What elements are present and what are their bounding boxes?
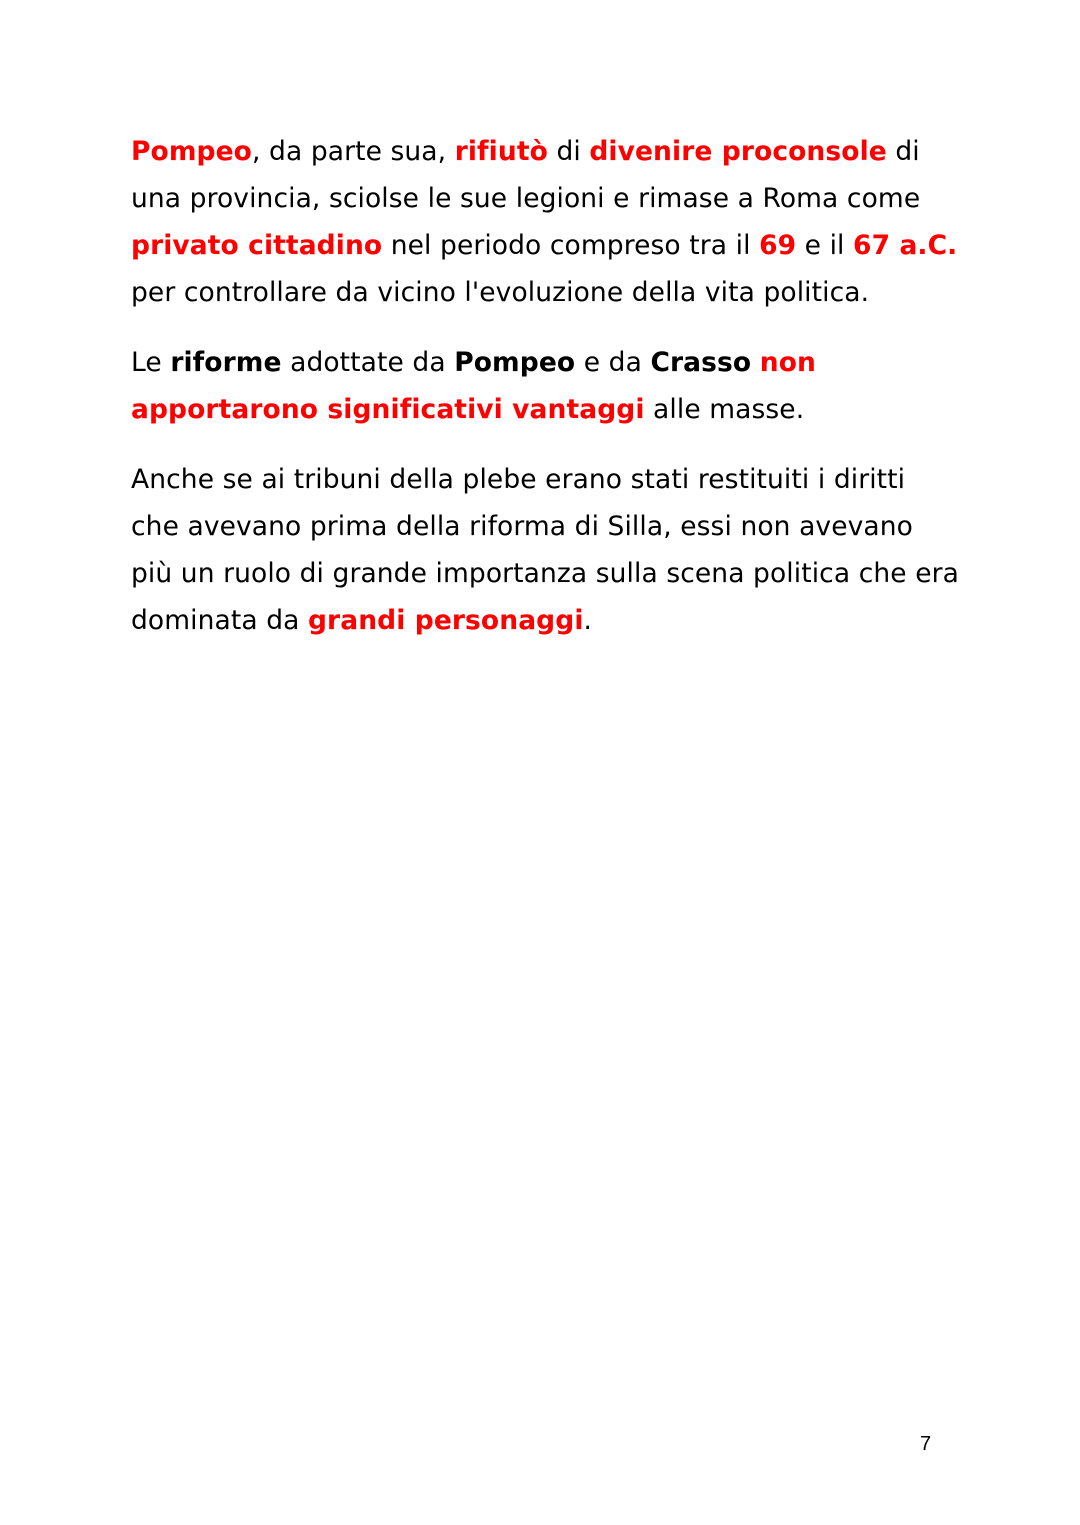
paragraph-pompeo — [131, 128, 961, 316]
paragraph-riforme — [131, 339, 961, 433]
text-segment: Crasso — [650, 347, 752, 378]
text-segment: e da — [575, 347, 651, 378]
text-segment: riforme — [170, 347, 282, 378]
text-segment: alle masse. — [644, 394, 805, 425]
text-segment: non apportarono significativi vantaggi — [131, 347, 816, 425]
text-segment: . — [583, 605, 593, 636]
document-body — [131, 128, 961, 667]
text-segment: , da parte sua, — [252, 136, 455, 167]
text-segment: privato cittadino — [131, 230, 383, 261]
text-segment: Le — [131, 347, 171, 378]
text-segment: nel periodo compreso tra il — [382, 230, 760, 261]
text-segment: grandi personaggi — [307, 605, 584, 636]
text-segment: di una provincia, sciolse le sue legioni e rimase a Roma come — [131, 136, 921, 214]
text-segment: per controllare da vicino l'evoluzione della vita politica. — [131, 277, 870, 308]
text-segment: Anche se ai tribuni della plebe erano stati restituiti i diritti che avevano prima della riforma di Silla, essi non avevano più un ruolo di grande importanza sulla scena politica che era dominata da — [131, 464, 959, 636]
text-segment: di — [547, 136, 590, 167]
text-segment: Pompeo — [454, 347, 576, 378]
paragraph-tribuni — [131, 456, 961, 644]
text-segment — [751, 347, 760, 378]
text-segment: Pompeo — [131, 136, 252, 167]
text-segment: rifiutò — [454, 136, 548, 167]
text-segment: divenire proconsole — [589, 136, 887, 167]
text-segment: e il — [796, 230, 854, 261]
page-number: 7 — [920, 1433, 932, 1455]
text-segment: adottate da — [281, 347, 455, 378]
text-segment: 67 a.C. — [853, 230, 958, 261]
text-segment: 69 — [759, 230, 797, 261]
